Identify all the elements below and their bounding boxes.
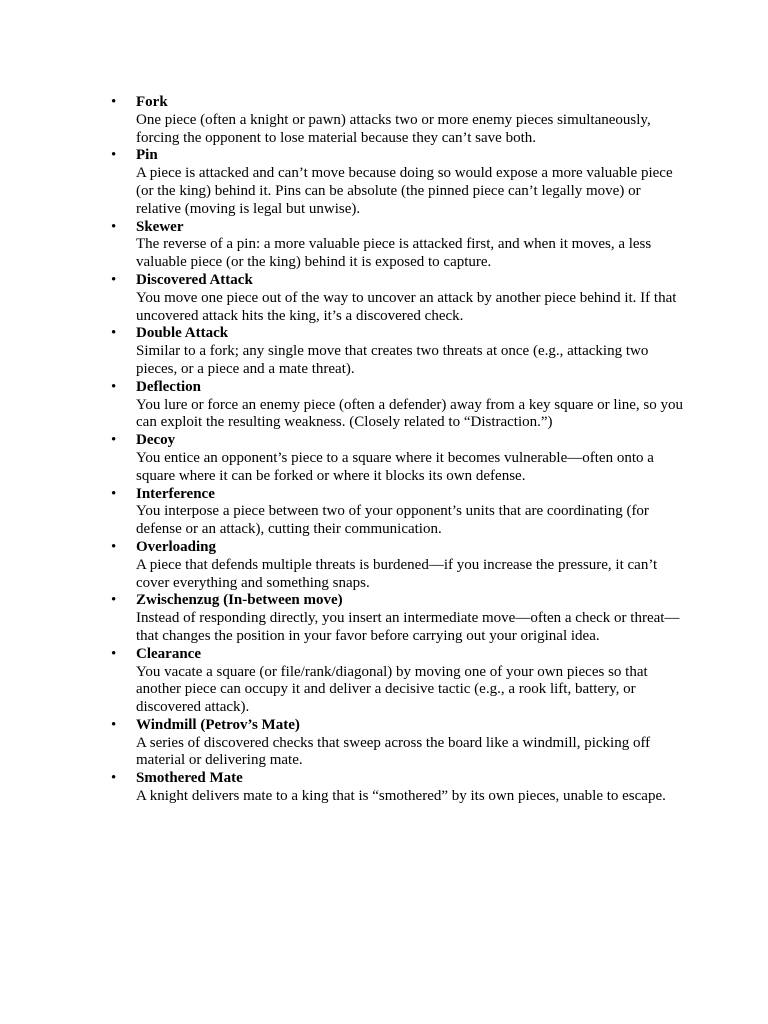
tactic-name: Clearance: [136, 645, 201, 662]
list-item-clearance: [111, 645, 684, 717]
bullet-icon: •: [111, 218, 117, 235]
list-item-fork: [111, 94, 684, 147]
list-item-interference: [111, 485, 684, 539]
tactic-description: You interpose a piece between two of your opponent’s units that are coordinating (for defense or an attack), cutting their communication.: [136, 503, 649, 538]
list-item-deflection: [111, 378, 684, 432]
list-item-double-attack: [111, 325, 684, 378]
tactic-description: A piece that defends multiple threats is burdened—if you increase the pressure, it can’t cover everything and something snaps.: [136, 556, 658, 591]
tactic-name: Discovered Attack: [136, 271, 253, 288]
tactic-description: You move one piece out of the way to uncover an attack by another piece behind it. If that uncovered attack hits the king, it’s a discovered check.: [136, 289, 677, 324]
tactic-description: Similar to a fork; any single move that creates two threats at once (e.g., attacking two pieces, or a piece and a mate threat).: [136, 343, 649, 377]
tactic-name: Skewer: [136, 218, 184, 235]
bullet-icon: •: [111, 716, 117, 733]
list-item-smothered-mate: [111, 770, 684, 806]
bullet-icon: •: [111, 325, 117, 342]
list-item-windmill: [111, 716, 684, 770]
tactic-description: The reverse of a pin: a more valuable piece is attacked first, and when it moves, a less valuable piece (or the king) behind it is exposed to capture.: [136, 236, 652, 271]
tactic-description: A series of discovered checks that sweep across the board like a windmill, picking off material or delivering mate.: [136, 734, 651, 769]
list-item-overloading: [111, 538, 684, 592]
list-item-pin: [111, 147, 684, 218]
tactics-list: [111, 94, 684, 806]
tactic-description: You vacate a square (or file/rank/diagonal) by moving one of your own pieces so that another piece can occupy it and deliver a decisive tactic (e.g., a rook lift, battery, or discovered attack).: [136, 663, 648, 716]
list-item-zwischenzug: [111, 592, 684, 645]
list-item-skewer: [111, 218, 684, 272]
bullet-icon: •: [111, 538, 117, 555]
tactic-description: One piece (often a knight or pawn) attacks two or more enemy pieces simultaneously, forcing the opponent to lose material because they can’t save both.: [136, 111, 651, 146]
bullet-icon: •: [111, 147, 117, 164]
bullet-icon: •: [111, 271, 117, 288]
tactic-name: Double Attack: [136, 325, 229, 342]
bullet-icon: •: [111, 485, 117, 502]
list-item-decoy: [111, 432, 684, 485]
bullet-icon: •: [111, 378, 117, 395]
list-item-discovered-attack: [111, 271, 684, 325]
tactic-name: Zwischenzug (In-between move): [136, 592, 343, 609]
tactic-name: Pin: [136, 147, 158, 164]
tactic-description: You lure or force an enemy piece (often a defender) away from a key square or line, so you can exploit the resulting weakness. (Closely related to “Distraction.”): [136, 396, 684, 431]
tactic-description: Instead of responding directly, you insert an intermediate move—often a check or threat—that changes the position in your favor before carrying out your original idea.: [136, 610, 680, 644]
bullet-icon: •: [111, 432, 117, 449]
bullet-icon: •: [111, 592, 117, 609]
bullet-icon: •: [111, 94, 117, 110]
tactic-name: Decoy: [136, 432, 176, 449]
tactic-name: Smothered Mate: [136, 770, 243, 787]
tactic-name: Deflection: [136, 378, 201, 395]
tactic-name: Overloading: [136, 538, 217, 555]
tactic-name: Windmill (Petrov’s Mate): [136, 716, 300, 733]
tactic-name: Interference: [136, 485, 215, 502]
bullet-icon: •: [111, 770, 117, 787]
bullet-icon: •: [111, 645, 117, 662]
tactic-name: Fork: [136, 94, 168, 110]
tactic-description: You entice an opponent’s piece to a square where it becomes vulnerable—often onto a square where it can be forked or where it blocks its own defense.: [136, 449, 654, 484]
tactic-description: A knight delivers mate to a king that is “smothered” by its own pieces, unable to escape.: [136, 788, 666, 805]
tactic-description: A piece is attacked and can’t move because doing so would expose a more valuable piece (or the king) behind it. Pins can be absolute (the pinned piece can’t legally move) or relative (moving is legal but unwise).: [136, 165, 673, 217]
